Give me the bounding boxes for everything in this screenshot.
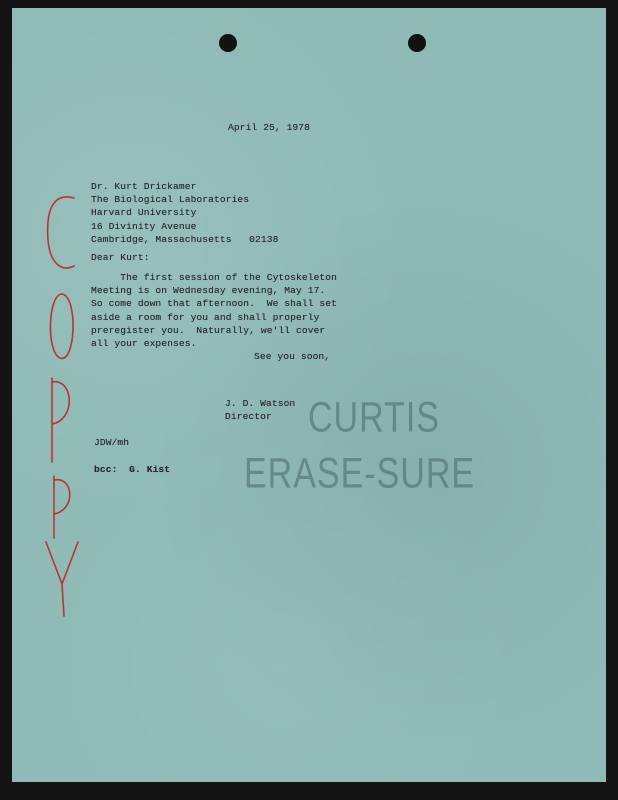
letter-page [12,8,606,782]
copy-stamp [42,192,82,617]
paper-watermark-line-1: CURTIS [308,394,440,442]
paper-watermark-line-2: ERASE-SURE [244,450,476,498]
binder-hole-left [219,34,237,52]
signature-block: J. D. Watson Director [225,398,296,423]
recipient-address: Dr. Kurt Drickamer The Biological Laboratories Harvard University 16 Divinity Avenue Cambridge, Massachusetts 02138 [91,181,279,245]
binder-hole-right [408,34,426,52]
letter-body: The first session of the Cytoskeleton Meeting is on Wednesday evening, May 17. So come down that afternoon. We shall set aside a room for you and shall properly preregister you. Naturally, we'll cover all your expenses. [91,272,338,350]
salutation: Dear Kurt: [91,252,150,263]
closing-line: See you soon, [254,351,331,362]
letter-date: April 25, 1978 [228,122,311,133]
bcc-line: bcc: G. Kist [94,464,171,475]
typist-initials: JDW/mh [94,437,130,448]
